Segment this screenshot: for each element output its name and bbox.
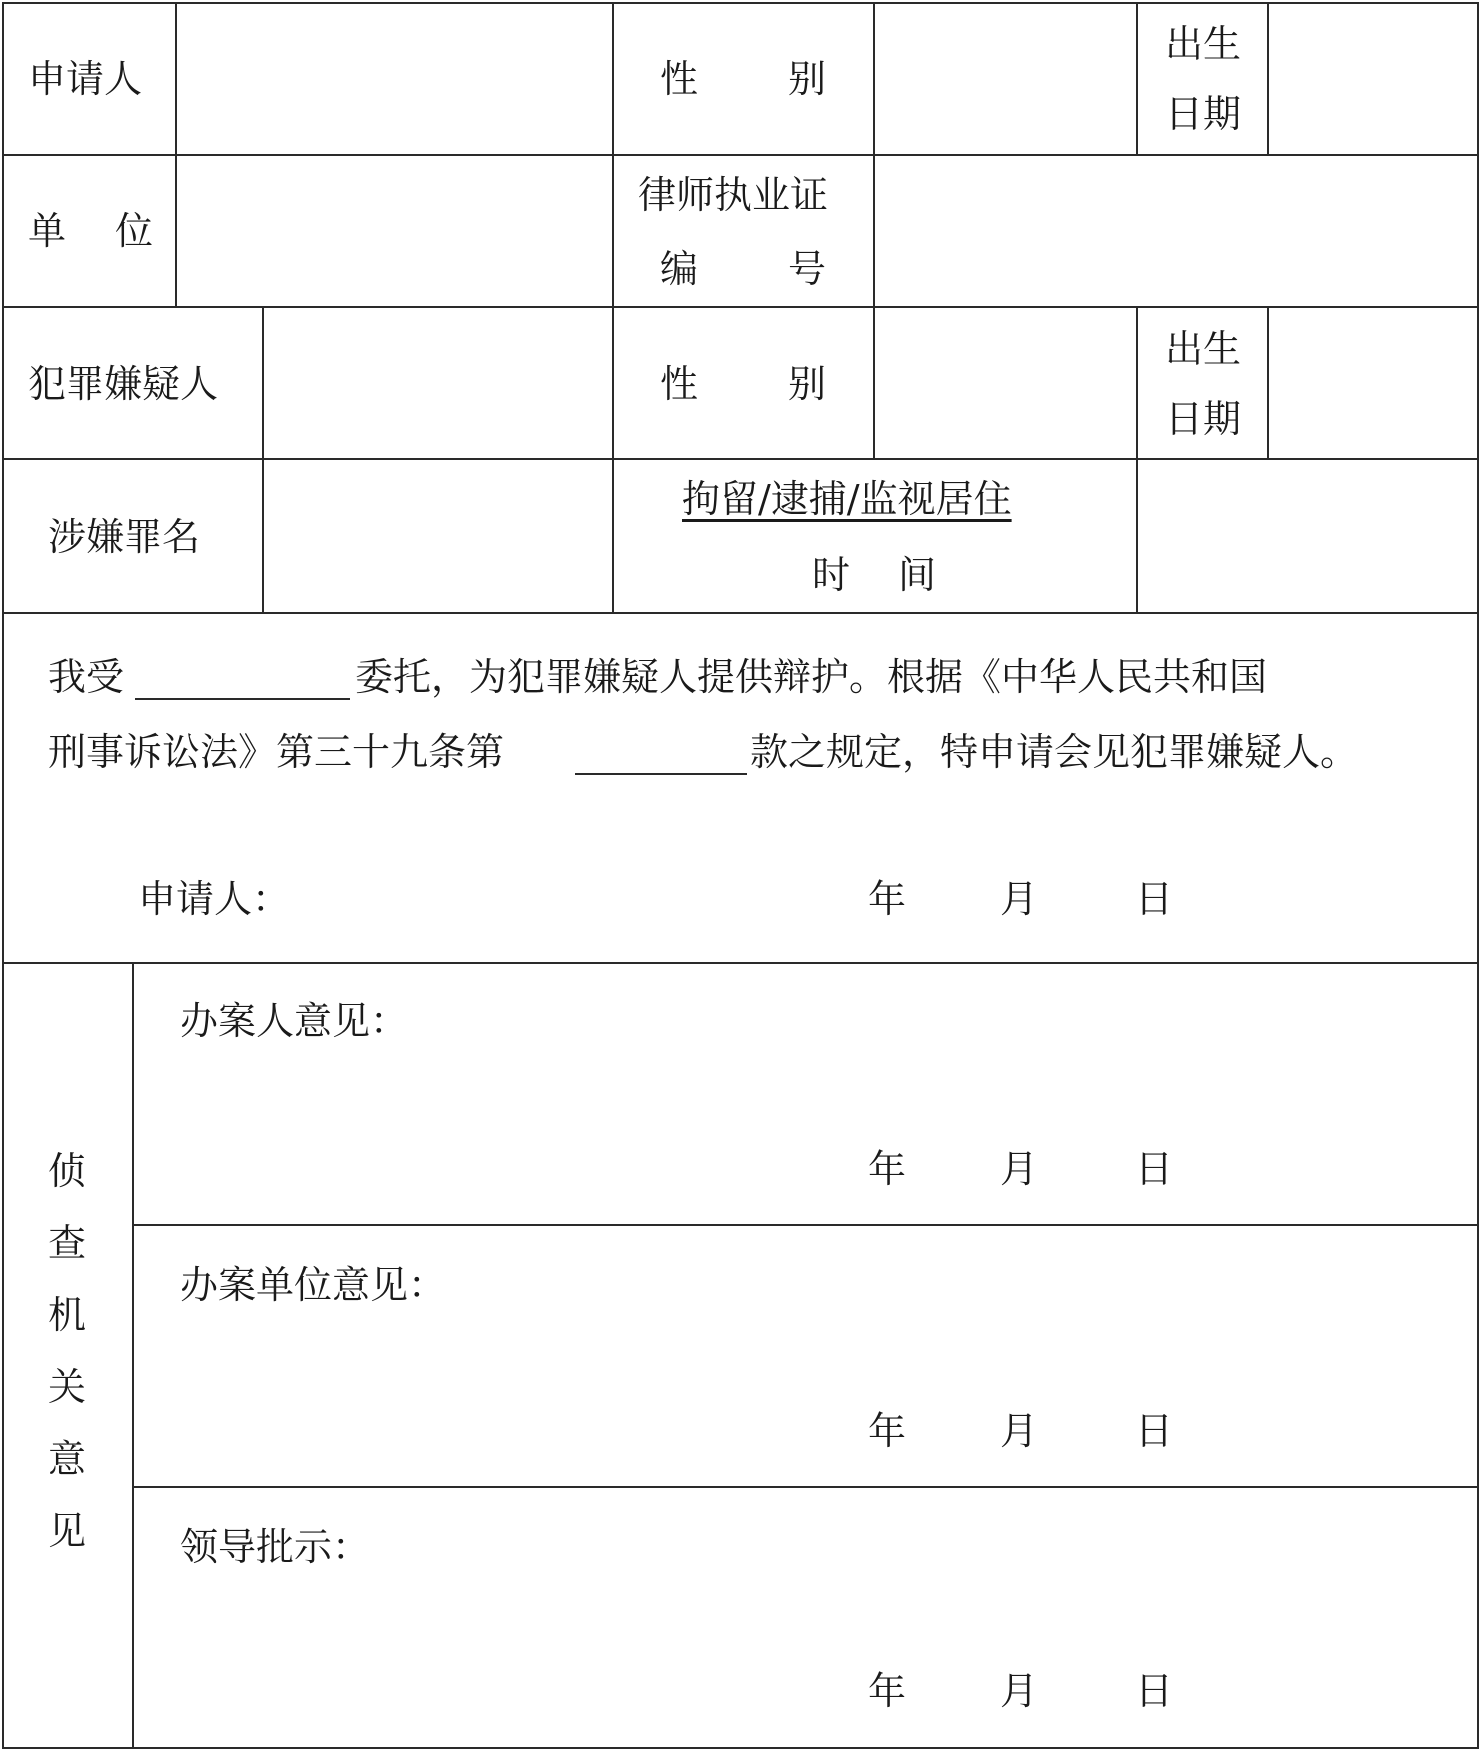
gender2-label-b: 别 [788, 362, 827, 406]
leader-instruction-label: 领导批示： [180, 1525, 371, 1569]
review-side-label-4: 意 [48, 1437, 87, 1481]
col-divider [1267, 2, 1269, 154]
col-divider [1136, 2, 1138, 154]
birth2-label-b: 日期 [1165, 397, 1242, 441]
statement-line1-part2: 委托，为犯罪嫌疑人提供辩护。根据《中华人民共和国 [355, 655, 1268, 699]
handler-year: 年 [868, 1147, 907, 1191]
birth-label-a: 出生 [1165, 22, 1242, 66]
applicant-label: 申请人 [28, 57, 143, 101]
row-divider [132, 1486, 1479, 1488]
unit-label-a: 单 [28, 209, 67, 253]
col-divider [612, 2, 614, 612]
row-divider [2, 612, 1479, 614]
review-side-label-0: 侦 [48, 1149, 87, 1193]
leader-year: 年 [868, 1669, 907, 1713]
detention-label-a: 拘留/逮捕/监视居住 [682, 477, 1012, 521]
review-side-label-2: 机 [48, 1293, 87, 1337]
gender-label-b: 别 [788, 57, 827, 101]
col-divider [132, 962, 134, 1749]
statement-line2-part1: 刑事诉讼法》第三十九条第 [48, 730, 505, 774]
handler-opinion-label: 办案人意见： [180, 999, 409, 1043]
license-label-b1: 编 [660, 247, 699, 291]
col-divider [1136, 306, 1138, 612]
unit-month: 月 [1000, 1409, 1039, 1453]
unit-year: 年 [868, 1409, 907, 1453]
unit-day: 日 [1135, 1409, 1174, 1453]
handler-month: 月 [1000, 1147, 1039, 1191]
applicant-signature-label: 申请人： [138, 877, 291, 921]
statement-line1-part1: 我受 [48, 655, 125, 699]
detention-label-b2: 间 [898, 553, 937, 597]
license-label-a: 律师执业证 [638, 173, 829, 217]
detention-label-b1: 时 [812, 553, 851, 597]
license-label-b2: 号 [788, 247, 827, 291]
clause-number-blank [575, 773, 747, 775]
statement-day: 日 [1135, 877, 1174, 921]
handler-day: 日 [1135, 1147, 1174, 1191]
row-divider [2, 306, 1479, 308]
col-divider [873, 2, 875, 458]
client-name-blank [135, 698, 350, 700]
unit-label-b: 位 [115, 209, 154, 253]
row-divider [2, 154, 1479, 156]
row-divider [2, 458, 1479, 460]
statement-month: 月 [1000, 877, 1039, 921]
row-divider [132, 1224, 1479, 1226]
statement-year: 年 [868, 877, 907, 921]
review-side-label-3: 关 [48, 1365, 87, 1409]
leader-day: 日 [1135, 1669, 1174, 1713]
charge-label: 涉嫌罪名 [48, 515, 201, 559]
review-side-label-5: 见 [48, 1509, 87, 1553]
statement-line2-part2: 款之规定，特申请会见犯罪嫌疑人。 [750, 730, 1359, 774]
leader-month: 月 [1000, 1669, 1039, 1713]
col-divider [175, 2, 177, 306]
review-side-label-1: 查 [48, 1221, 87, 1265]
unit-opinion-label: 办案单位意见： [180, 1263, 447, 1307]
row-divider [2, 962, 1479, 964]
birth2-label-a: 出生 [1165, 327, 1242, 371]
gender-label-a: 性 [660, 57, 699, 101]
col-divider [1267, 306, 1269, 458]
birth-label-b: 日期 [1165, 92, 1242, 136]
gender2-label-a: 性 [660, 362, 699, 406]
suspect-label: 犯罪嫌疑人 [28, 362, 219, 406]
col-divider [262, 306, 264, 612]
